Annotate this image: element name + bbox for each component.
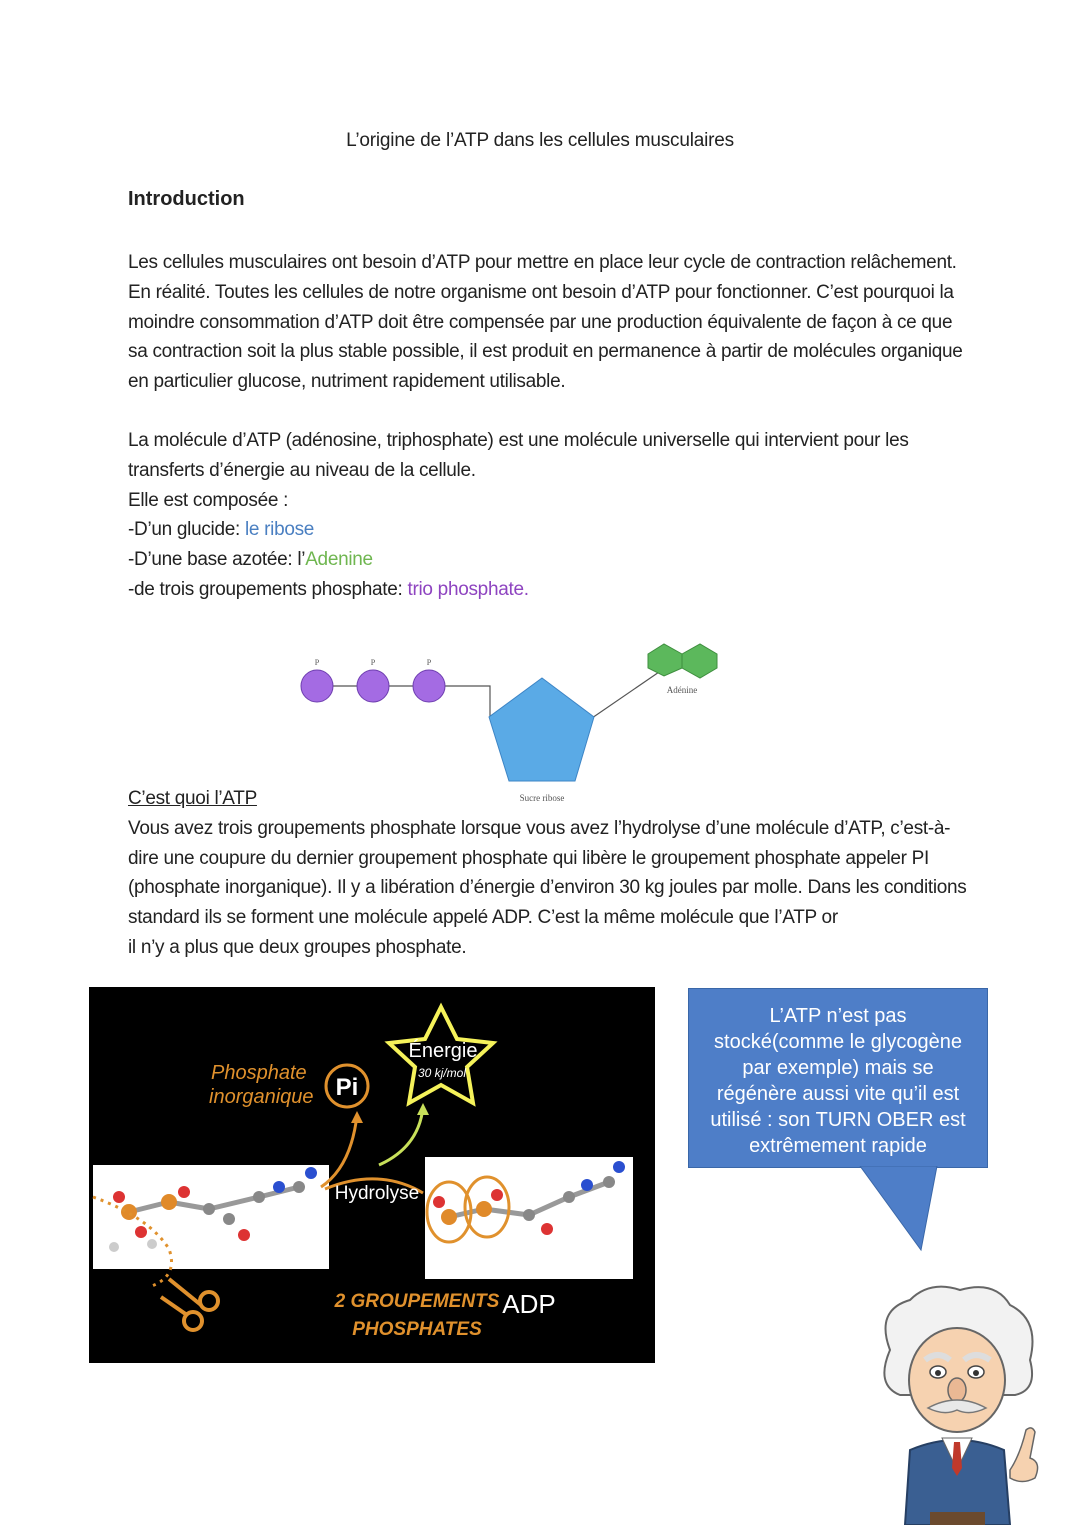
phosphate-label-3: P — [426, 658, 432, 667]
atp-section-heading: C’est quoi l’ATP — [128, 788, 257, 809]
energy-value: 30 kj/mol — [417, 1066, 467, 1080]
hydrolyse-label: Hydrolyse — [334, 1183, 420, 1204]
atp-section-paragraph: Vous avez trois groupements phosphate lorsque vous avez l’hydrolyse d’une molécule d’ATP, c’est-à-dire une coupure du dernier groupement phosphate qui libère le groupement phosphate appeler PI (phosphate inorganique). Il y a libération d’énergie d’environ 30 kg joules par molle. Dans les conditions standard ils se forment une molécule appelé ADP. C’est la même molécule que l’ATP or — [128, 817, 967, 929]
einstein-pointing-hand — [1010, 1428, 1038, 1482]
atp-description-line1: La molécule d’ATP (adénosine, triphosphate) est une molécule universelle qui intervient pour les transferts d’énergie au niveau de la cellule. — [128, 430, 909, 481]
atp-description-line2: Elle est composée : — [128, 489, 289, 511]
pi-label: Pi — [335, 1074, 359, 1101]
composition-item-base — [128, 545, 968, 575]
phosphate-circle-3 — [413, 670, 445, 702]
phosphate-inorganique-line2: inorganique — [209, 1086, 314, 1108]
phosphate-circle-2 — [357, 670, 389, 702]
adenine-label: Adénine — [666, 685, 698, 695]
phosphate-label-2: P — [370, 658, 376, 667]
phosphate-circle-1 — [301, 670, 333, 702]
atp-section-paragraph-end: il n’y a plus que deux groupes phosphate. — [128, 936, 467, 958]
ribose-term: le ribose — [244, 519, 315, 541]
phosphate-label-1: P — [314, 658, 320, 667]
glucide-prefix: -D’un glucide: — [128, 519, 245, 541]
pupil-left — [935, 1370, 941, 1376]
energy-label: Énergie — [408, 1040, 478, 1062]
adenine-term: Adenine — [305, 549, 373, 571]
einstein-illustration — [870, 1280, 1045, 1525]
groups-label-line1: 2 GROUPEMENTS — [334, 1291, 500, 1312]
ribose-sugar-pentagon — [489, 678, 594, 781]
triphosphate-term: trio phosphate. — [407, 578, 529, 600]
pupil-right — [973, 1370, 979, 1376]
sugar-adenine-bond — [592, 670, 662, 718]
phosphate-inorganique-line1: Phosphate — [211, 1062, 307, 1084]
composition-item-glucide — [128, 515, 968, 545]
adp-label: ADP — [502, 1289, 556, 1319]
atp-description — [128, 426, 968, 605]
groups-label-line2: PHOSPHATES — [352, 1319, 482, 1340]
einstein-nose — [948, 1378, 966, 1402]
adenine-hexagon-right — [682, 644, 717, 678]
base-prefix: -D’une base azotée: l’ — [128, 549, 306, 571]
einstein-legs — [930, 1512, 985, 1525]
adenine-hexagon-left — [648, 644, 682, 676]
atp-section — [128, 784, 968, 963]
composition-item-phosphate — [128, 575, 968, 605]
callout-tail — [855, 1166, 945, 1256]
page-title: L’origine de l’ATP dans les cellules musculaires — [346, 130, 734, 151]
atp-hydrolysis-image — [89, 987, 655, 1363]
sugar-label: Sucre ribose — [519, 793, 565, 803]
intro-text: Les cellules musculaires ont besoin d’ATP pour mettre en place leur cycle de contraction relâchement. En réalité. Toutes les cellules de notre organisme ont besoin d’ATP pour fonctionner. C’est pourquoi la moindre consommation d’ATP doit être compensée par une production équivalente de façon à ce que sa contraction soit la plus stable possible, il est produit en permanence à partir de molécules organique en particulier glucose, nutriment rapidement utilisable. — [128, 252, 963, 393]
callout-box: L’ATP n’est pas stocké(comme le glycogène par exemple) mais se régénère aussi vite qu’il est utilisé : son TURN OBER est extrêmement rapide — [688, 988, 988, 1168]
introduction-heading: Introduction — [128, 188, 245, 210]
intro-paragraph — [128, 248, 968, 397]
phosphate-prefix: -de trois groupements phosphate: — [128, 578, 408, 600]
